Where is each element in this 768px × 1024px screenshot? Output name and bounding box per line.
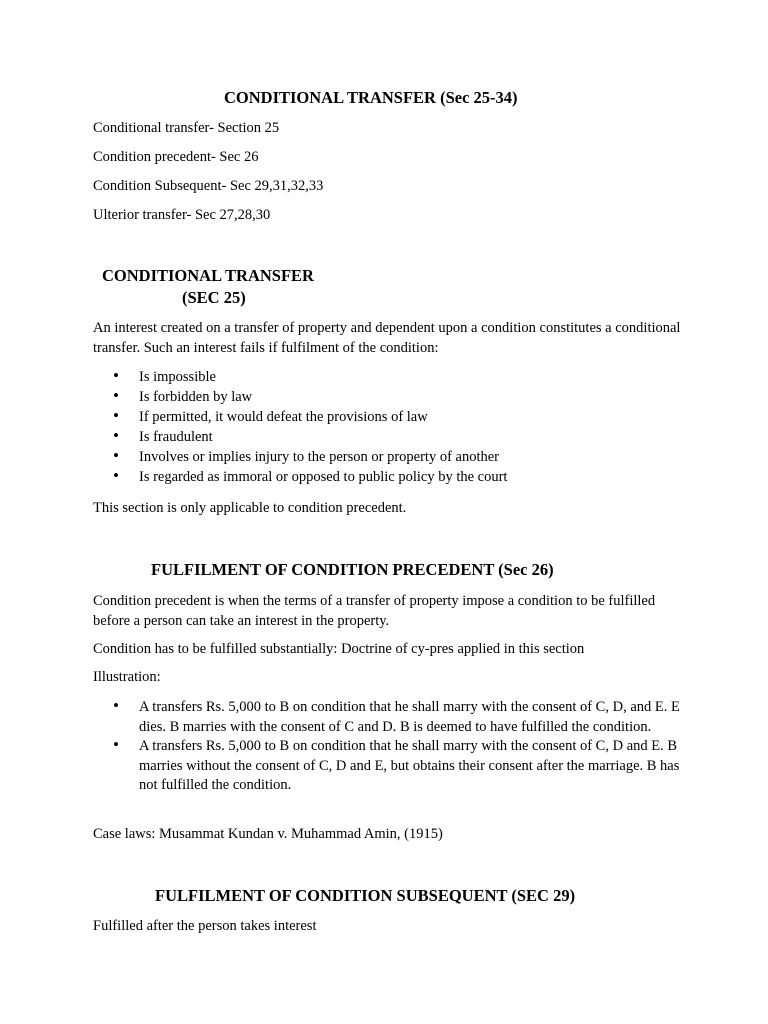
heading-conditional-transfer: CONDITIONAL TRANSFER (102, 266, 314, 285)
overview-line: Ulterior transfer- Sec 27,28,30 (93, 207, 271, 223)
overview-line: Conditional transfer- Section 25 (93, 120, 280, 136)
list-item: • Involves or implies injury to the person or property of another (93, 448, 693, 468)
sec25-bullet-list (93, 368, 693, 488)
list-item: • A transfers Rs. 5,000 to B on condition that he shall marry with the consent of C, D and E. B marries without the consent of C, D and E, but obtains their consent after the marriage. B has not fulfilled the condition. (93, 737, 683, 796)
list-item: • A transfers Rs. 5,000 to B on condition that he shall marry with the consent of C, D, and E. E dies. B marries with the consent of C and D. B is deemed to have fulfilled the condition. (93, 698, 683, 737)
sec26-doctrine: Condition has to be fulfilled substantially: Doctrine of cy-pres applied in this section (93, 641, 585, 657)
overview-line: Condition precedent- Sec 26 (93, 149, 259, 165)
sec26-definition-paragraph: Condition precedent is when the terms of a transfer of property impose a condition to be fulfilled before a person can take an interest in the property. (93, 593, 656, 629)
list-item: • If permitted, it would defeat the provisions of law (93, 408, 693, 428)
sec26-case-laws: Case laws: Musammat Kundan v. Muhammad Amin, (1915) (93, 826, 443, 842)
list-item: • Is regarded as immoral or opposed to public policy by the court (93, 468, 693, 488)
list-item: • Is forbidden by law (93, 388, 693, 408)
heading-condition-precedent: FULFILMENT OF CONDITION PRECEDENT (Sec 26) (151, 560, 554, 579)
list-item: • Is fraudulent (93, 428, 693, 448)
list-item: • Is impossible (93, 368, 693, 388)
sec25-note: This section is only applicable to condition precedent. (93, 500, 407, 516)
heading-conditional-transfer-overview: CONDITIONAL TRANSFER (Sec 25-34) (224, 88, 518, 107)
heading-sec-25: (SEC 25) (182, 288, 246, 307)
sec29-text: Fulfilled after the person takes interest (93, 918, 317, 934)
illustration-label: Illustration: (93, 669, 161, 685)
sec25-intro-paragraph: An interest created on a transfer of property and dependent upon a condition constitutes a conditional transfer. Such an interest fails if fulfilment of the condition: (93, 320, 681, 356)
overview-line: Condition Subsequent- Sec 29,31,32,33 (93, 178, 324, 194)
sec26-illustration-list (93, 698, 683, 796)
heading-condition-subsequent: FULFILMENT OF CONDITION SUBSEQUENT (SEC 29) (155, 886, 576, 905)
